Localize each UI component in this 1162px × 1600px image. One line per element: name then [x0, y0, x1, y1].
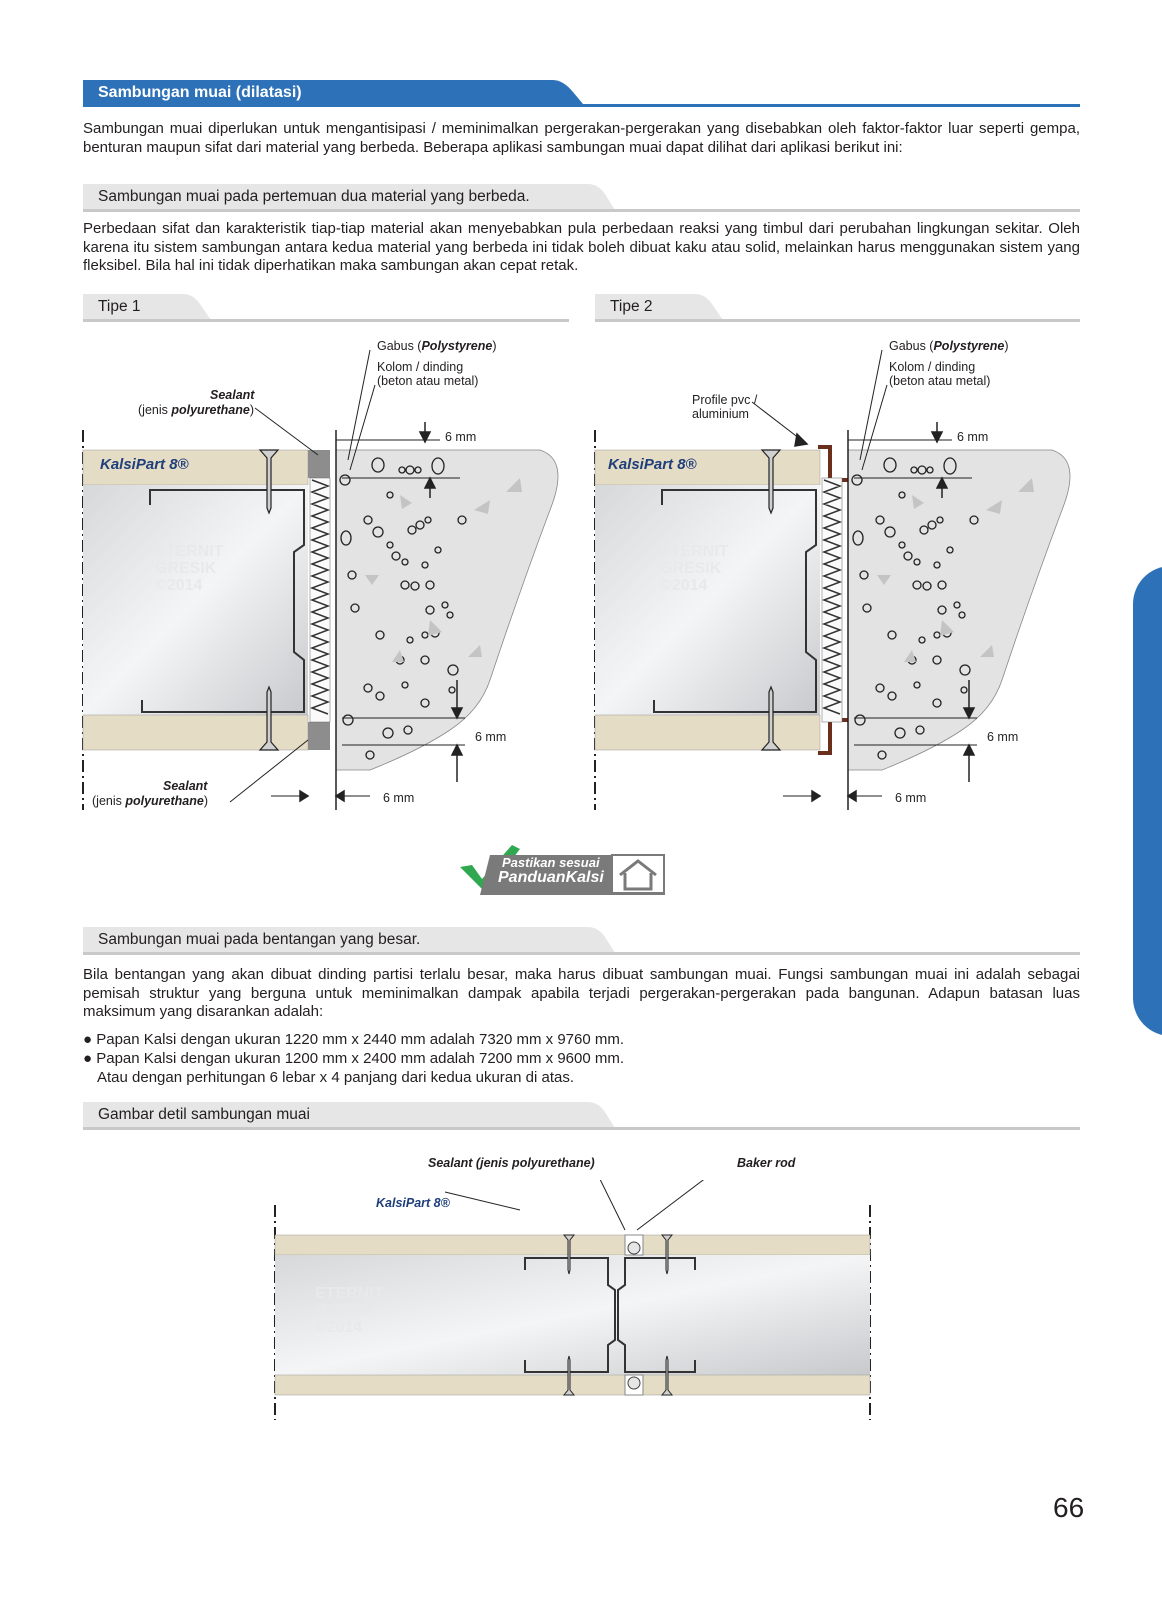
- detail-brand: KalsiPart 8®: [376, 1196, 450, 1210]
- tipe1-sealant-label-bottom: Sealant: [163, 779, 208, 793]
- badge-line1: Pastikan sesuai: [502, 855, 600, 870]
- tipe2-kolom-label: Kolom / dinding (beton atau metal): [889, 360, 991, 388]
- panduan-badge: [460, 845, 675, 895]
- tipe1-sealant-type-bottom: (jenis polyurethane): [92, 794, 209, 808]
- bullet-note: Atau dengan perhitungan 6 lebar x 4 panjang dari kedua ukuran di atas.: [97, 1069, 575, 1086]
- tipe2-gabus-label: Gabus (Polystyrene): [889, 339, 1009, 353]
- section1-title: Sambungan muai pada pertemuan dua material yang berbeda.: [98, 188, 530, 205]
- section1-paragraph: Perbedaan sifat dan karakteristik tiap-tiap material akan menyebabkan pula perbedaan reaksi yang timbul dari perubahan lingkungan sekitar. Oleh karena itu sistem sambungan antara kedua material yang berbeda ini tidak boleh dibuat kaku atau solid, melainkan harus menggunakan sistem yang fleksibel. Bila hal ini tidak diperhatikan maka sambungan akan cepat retak.: [83, 220, 1080, 274]
- intro-paragraph: Sambungan muai diperlukan untuk mengantisipasi / meminimalkan pergerakan-pergerakan yang disebabkan oleh faktor-faktor luar seperti gempa, benturan maupun sifat dari material yang berbeda. Beberapa aplikasi sambungan muai dapat dilihat dari aplikasi berikut ini:: [83, 120, 1080, 156]
- tipe2-dim-top: 6 mm: [957, 430, 989, 444]
- tipe2-dim-bottom: 6 mm: [895, 791, 927, 805]
- tipe2-profile-label: Profile pvc / aluminium: [692, 393, 758, 421]
- tipe1-heading: [83, 294, 569, 320]
- detail-watermark: ETERNIT GRESIK ©2014: [315, 1285, 384, 1336]
- tipe1-sealant-label: Sealant: [210, 388, 255, 402]
- section3-heading: [83, 1102, 1080, 1128]
- detail-baker-label: Baker rod: [737, 1156, 796, 1170]
- chapter-tab: [1133, 566, 1162, 1036]
- section2-paragraph: Bila bentangan yang akan dibuat dinding partisi terlalu besar, maka harus dibuat sambungan muai. Fungsi sambungan muai ini adalah sebagai pemisah struktur yang berguna untuk meminimalkan dampak apabila terjadi pergerakan-pergerakan pada bangunan. Adapun batasan luas maksimum yang disarankan adalah:: [83, 966, 1080, 1020]
- tipe2-brand: KalsiPart 8®: [608, 456, 697, 473]
- tipe2-heading: [595, 294, 1080, 320]
- section1-heading: [83, 184, 1080, 210]
- tipe1-dim-bottom: 6 mm: [383, 791, 415, 805]
- tipe1-dim-mid: 6 mm: [475, 730, 507, 744]
- tipe1-kolom-label: Kolom / dinding (beton atau metal): [377, 360, 479, 388]
- heading-rule: [83, 104, 1080, 107]
- tipe1-gabus-label: Gabus (Polystyrene): [377, 339, 497, 353]
- tipe1-watermark: ETERNIT GRESIK ©2014: [155, 543, 224, 594]
- bullet-2: ● Papan Kalsi dengan ukuran 1200 mm x 2400 mm adalah 7200 mm x 9600 mm.: [83, 1050, 625, 1067]
- tipe1-dim-top: 6 mm: [445, 430, 477, 444]
- main-heading-text: Sambungan muai (dilatasi): [98, 84, 302, 101]
- section3-title: Gambar detil sambungan muai: [98, 1106, 310, 1123]
- tipe2-watermark: ETERNIT GRESIK ©2014: [660, 543, 729, 594]
- tipe2-dim-mid: 6 mm: [987, 730, 1019, 744]
- detail-sealant-label: Sealant (jenis polyurethane): [428, 1156, 595, 1170]
- section2-title: Sambungan muai pada bentangan yang besar.: [98, 931, 421, 948]
- tipe1-brand: KalsiPart 8®: [100, 456, 189, 473]
- page-number: 66: [1053, 1492, 1085, 1523]
- tipe1-sealant-type: (jenis polyurethane): [138, 403, 255, 417]
- bullet-1: ● Papan Kalsi dengan ukuran 1220 mm x 2440 mm adalah 7320 mm x 9760 mm.: [83, 1031, 625, 1048]
- tipe2-title: Tipe 2: [610, 298, 653, 315]
- section2-heading: [83, 927, 1080, 953]
- badge-line2: PanduanKalsi: [498, 869, 604, 886]
- tipe1-title: Tipe 1: [98, 298, 141, 315]
